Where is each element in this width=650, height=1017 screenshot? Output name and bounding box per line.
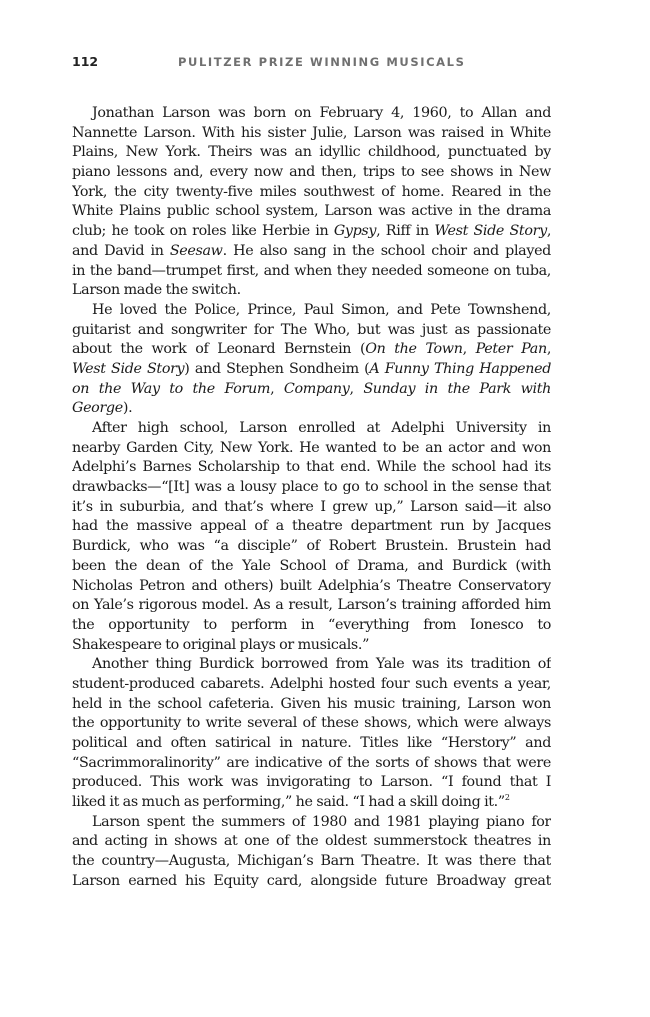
paragraph	[72, 301, 551, 419]
text-line	[72, 321, 551, 341]
text-run: in the band—trumpet first, and when they needed someone on tuba,	[72, 262, 551, 279]
text-run: liked it as much as performing,” he said. “I had a skill doing it.”	[72, 794, 505, 811]
text-run: Adelphi’s Barnes Scholarship to that end. While the school had its	[72, 459, 551, 476]
text-line	[72, 832, 551, 852]
text-line	[72, 360, 551, 380]
text-line	[72, 301, 551, 321]
text-run: student-produced cabarets. Adelphi hosted four such events a year,	[72, 675, 551, 692]
text-run: and acting in shows at one of the oldest summerstock theatres in	[72, 833, 551, 850]
text-line	[72, 104, 551, 124]
text-run: the opportunity to perform in “everything from Ionesco to	[72, 616, 551, 633]
text-run: After high school, Larson enrolled at Adelphi University in	[92, 420, 551, 436]
text-line	[72, 655, 551, 675]
text-run: Nannette Larson. With his sister Julie, Larson was raised in White	[72, 124, 551, 141]
text-line	[72, 577, 551, 597]
text-run: on Yale’s rigorous model. As a result, Larson’s training afforded him	[72, 597, 551, 614]
text-line	[72, 281, 551, 301]
running-head	[72, 54, 590, 72]
footnote-marker: 2	[504, 793, 510, 803]
italic-title: Seesaw	[169, 242, 223, 259]
text-run: been the dean of the Yale School of Drama, and Burdick (with	[72, 557, 551, 574]
text-line	[72, 695, 551, 715]
text-run: . He also sang in the school choir and played	[222, 242, 551, 259]
text-line	[72, 517, 551, 537]
text-line	[72, 262, 551, 282]
text-run: produced. This work was invigorating to Larson. “I found that I	[72, 774, 551, 791]
text-run: , Riff in	[376, 223, 435, 240]
text-run: piano lessons and, every now and then, trips to see shows in New	[72, 164, 551, 181]
italic-title: Company	[283, 380, 350, 397]
text-run: the opportunity to write several of these shows, which were always	[72, 715, 551, 732]
text-run: Shakespeare to original plays or musicals.”	[72, 636, 370, 653]
italic-title: Peter Pan	[475, 341, 547, 358]
text-run: ,	[546, 341, 551, 358]
text-line	[72, 675, 551, 695]
text-line	[72, 380, 551, 400]
page-number: 112	[72, 54, 99, 69]
text-line	[72, 340, 551, 360]
text-line	[72, 202, 551, 222]
text-run: had the massive appeal of a theatre department run by Jacques	[72, 518, 551, 535]
text-run: club; he took on roles like Herbie in	[72, 223, 334, 240]
text-line	[72, 478, 551, 498]
text-run: White Plains public school system, Larson was active in the drama	[72, 203, 551, 220]
italic-title: West Side Story	[434, 223, 547, 240]
text-run: Jonathan Larson was born on February 4, 1960, to Allan and	[92, 105, 551, 121]
text-run: it’s in suburbia, and that’s where I grew up,” Larson said—it also	[72, 498, 551, 515]
italic-title: Sunday in the Park with	[363, 380, 551, 397]
italic-title: on the Way to the Forum	[72, 380, 271, 397]
text-line	[72, 458, 551, 478]
italic-title: On the Town	[365, 341, 463, 358]
text-run: Nicholas Petron and others) built Adelphia’s Theatre Conservatory	[72, 577, 551, 594]
text-run: Larson made the switch.	[72, 282, 241, 299]
text-line	[72, 616, 551, 636]
book-title: PULITZER PRIZE WINNING MUSICALS	[178, 55, 466, 69]
text-line	[72, 419, 551, 439]
text-run: Plains, New York. Theirs was an idyllic childhood, punctuated by	[72, 144, 551, 161]
text-line	[72, 754, 551, 774]
text-line	[72, 636, 551, 656]
text-line	[72, 557, 551, 577]
text-run: “Sacrimmoralinority” are indicative of the sorts of shows that were	[72, 754, 551, 771]
text-line	[72, 439, 551, 459]
text-line	[72, 793, 551, 813]
paragraph	[72, 419, 551, 655]
italic-title: George	[72, 400, 123, 417]
text-run: drawbacks—“[It] was a lousy place to go to school in the sense that	[72, 479, 551, 496]
text-line	[72, 399, 551, 419]
text-run: ,	[349, 380, 364, 397]
text-run: held in the school cafeteria. Given his music training, Larson won	[72, 695, 551, 712]
text-line	[72, 222, 551, 242]
text-run: political and often satirical in nature. Titles like “Herstory” and	[72, 735, 551, 751]
text-line	[72, 163, 551, 183]
text-line	[72, 124, 551, 144]
text-run: guitarist and songwriter for The Who, but was just as passionate	[72, 321, 551, 338]
text-line	[72, 143, 551, 163]
text-line	[72, 183, 551, 203]
text-run: ) and Stephen Sondheim (	[184, 360, 370, 377]
text-run: He loved the Police, Prince, Paul Simon, and Pete Townshend,	[92, 301, 551, 318]
text-line	[72, 773, 551, 793]
text-run: ,	[270, 380, 284, 397]
text-run: the country—Augusta, Michigan’s Barn Theatre. It was there that	[72, 853, 551, 870]
text-line	[72, 813, 551, 833]
text-run: Another thing Burdick borrowed from Yale was its tradition of	[92, 656, 551, 673]
text-line	[72, 537, 551, 557]
text-line	[72, 852, 551, 872]
body-text	[72, 104, 551, 892]
text-line	[72, 872, 551, 892]
italic-title: Gypsy	[333, 223, 377, 240]
italic-title: West Side Story	[72, 360, 185, 377]
text-run: ,	[462, 341, 476, 358]
text-line	[72, 242, 551, 262]
paragraph	[72, 813, 551, 892]
paragraph	[72, 104, 551, 301]
text-run: nearby Garden City, New York. He wanted to be an actor and won	[72, 439, 551, 456]
text-line	[72, 596, 551, 616]
text-run: about the work of Leonard Bernstein (	[72, 341, 366, 358]
text-run: ).	[122, 400, 133, 417]
text-run: Burdick, who was “a disciple” of Robert Brustein. Brustein had	[72, 538, 551, 555]
italic-title: A Funny Thing Happened	[369, 360, 551, 377]
text-run: Larson spent the summers of 1980 and 1981 playing piano for	[92, 813, 551, 830]
text-run: and David in	[72, 242, 170, 259]
text-run: York, the city twenty-five miles southwest of home. Reared in the	[72, 183, 551, 200]
paragraph	[72, 655, 551, 813]
text-line	[72, 714, 551, 734]
text-line	[72, 498, 551, 518]
text-run: ,	[546, 223, 551, 240]
text-run: Larson earned his Equity card, alongside future Broadway great	[72, 872, 551, 889]
text-line	[72, 734, 551, 754]
